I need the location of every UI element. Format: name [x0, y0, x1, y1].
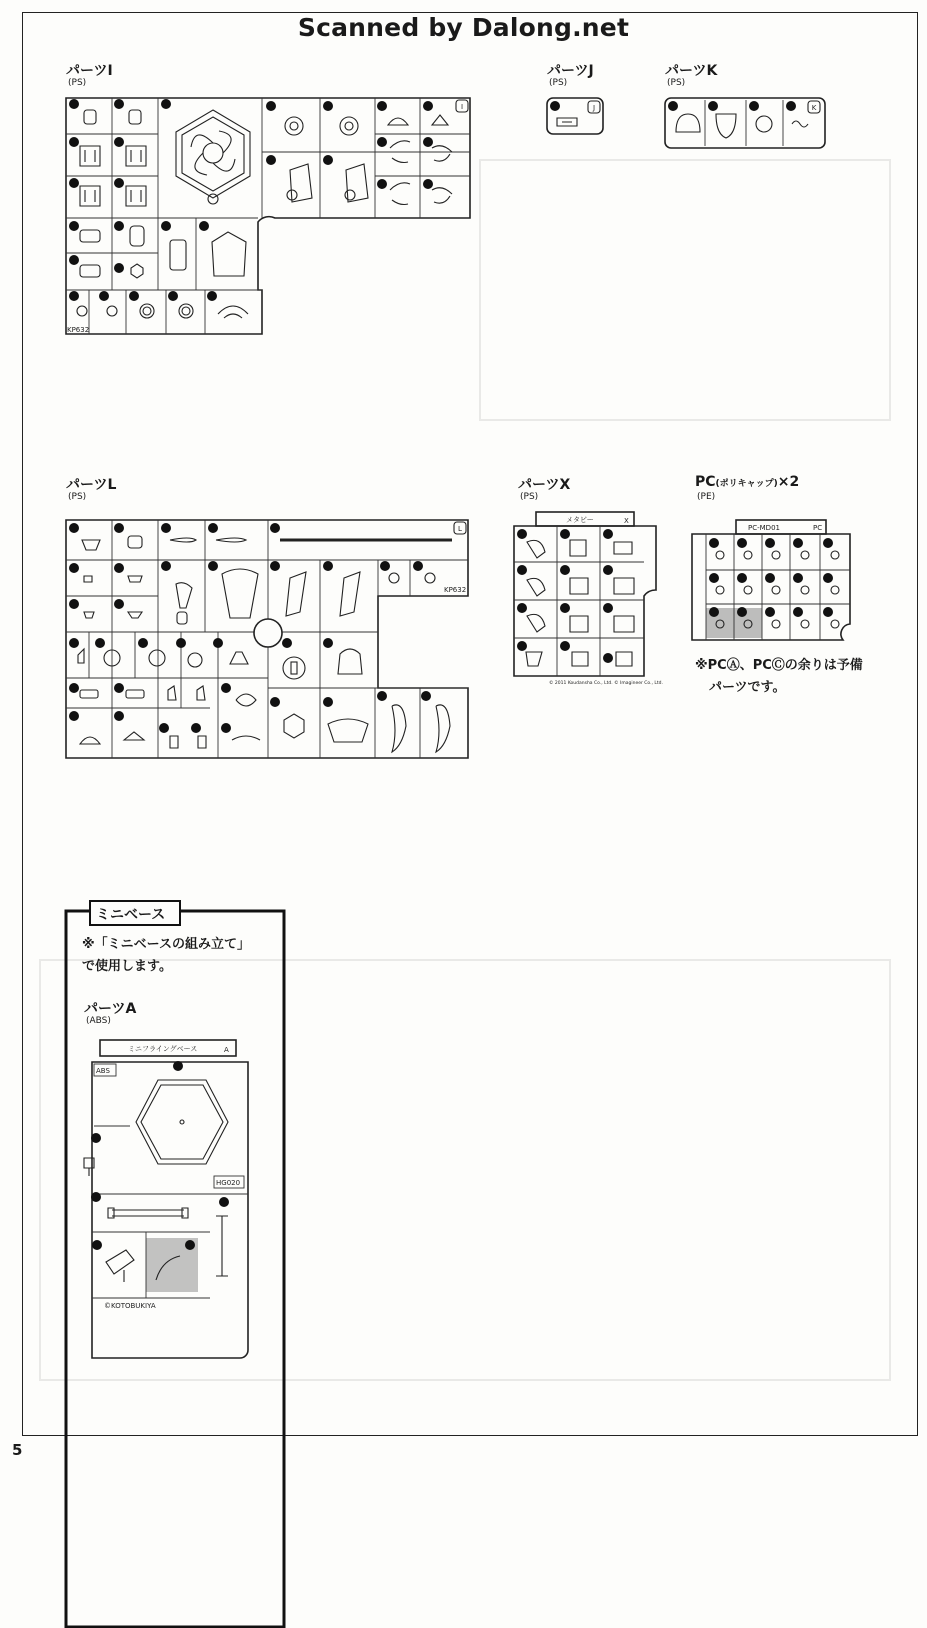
- parts-x-material: (PS): [520, 492, 539, 502]
- sprue-x-title: メタビー: [566, 516, 594, 524]
- parts-pc-label-main: PC: [695, 474, 716, 490]
- parts-a-label: パーツA: [84, 1001, 137, 1017]
- pc-note-line1: ※PCⒶ、PCⒸの余りは予備: [695, 658, 863, 673]
- sprue-a-title: ミニフライングベース: [128, 1045, 198, 1053]
- parts-pc-count: ×2: [777, 474, 800, 490]
- pc-note-line2: パーツです。: [709, 680, 786, 695]
- mini-base-note-line1: ※「ミニベースの組み立て」: [82, 937, 250, 952]
- parts-j-label: パーツJ: [547, 63, 594, 79]
- parts-k-label: パーツK: [665, 63, 718, 79]
- parts-i-material: (PS): [68, 78, 87, 88]
- parts-a-material: (ABS): [86, 1016, 111, 1026]
- sprue-j-tag: J: [592, 104, 596, 112]
- sprue-l-code: KP632: [444, 586, 467, 594]
- parts-j-material: (PS): [549, 78, 568, 88]
- parts-k-material: (PS): [667, 78, 686, 88]
- sprue-x-tag: X: [624, 517, 629, 525]
- parts-l-material: (PS): [68, 492, 87, 502]
- sprue-i-code: KP632: [67, 326, 90, 334]
- sprue-a-copyright: ©KOTOBUKIYA: [104, 1302, 156, 1310]
- sprue-x-copyright: © 2011 Koudansha Co., Ltd. © Imagineer Co., Ltd.: [549, 681, 663, 686]
- sprue-pc-title: PC-MD01: [748, 524, 780, 532]
- sprue-a-tag: A: [224, 1046, 229, 1054]
- parts-pc-label-small: (ポリキャップ): [715, 479, 778, 489]
- sprue-l-tag: L: [458, 525, 462, 533]
- sprue-a-material: ABS: [96, 1067, 110, 1075]
- sprue-i-tag: I: [460, 103, 464, 111]
- parts-l-label: パーツL: [66, 477, 117, 493]
- sprue-a-code: HG020: [216, 1179, 241, 1187]
- sprue-pc-tag: PC: [813, 524, 823, 532]
- parts-x-label: パーツX: [518, 477, 571, 493]
- scan-credit: Scanned by Dalong.net: [297, 13, 630, 42]
- parts-pc-material: (PE): [697, 492, 716, 502]
- page-number: 5: [12, 1441, 23, 1459]
- parts-i-label: パーツI: [66, 63, 113, 79]
- mini-base-note-line2: で使用します。: [82, 959, 172, 974]
- mini-base-heading: ミニベース: [96, 907, 166, 923]
- sprue-k-tag: K: [811, 104, 817, 112]
